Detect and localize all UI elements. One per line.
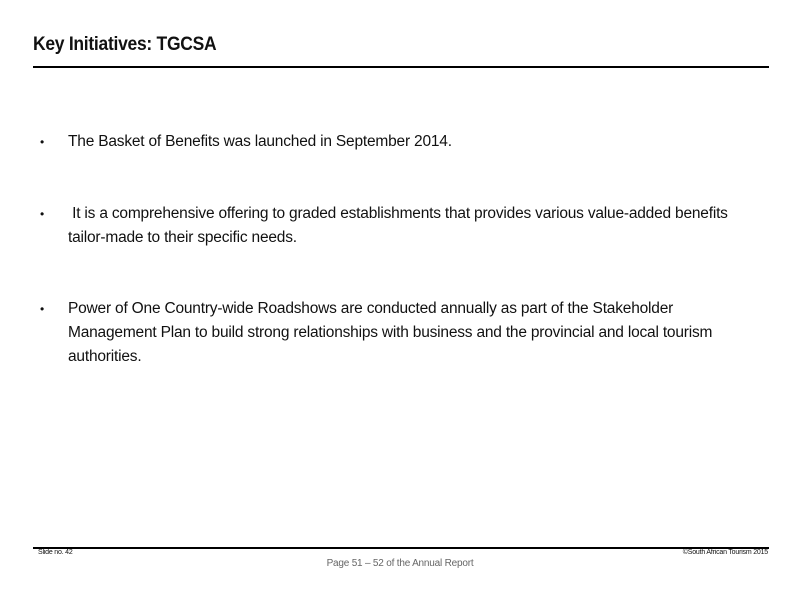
bullet-icon: • bbox=[40, 302, 45, 316]
bullet-icon: • bbox=[40, 207, 45, 221]
slide-number: Slide no. 42 bbox=[38, 549, 73, 556]
slide-title: Key Initiatives: TGCSA bbox=[33, 34, 217, 55]
title-divider bbox=[33, 66, 769, 68]
bullet-text: The Basket of Benefits was launched in September 2014. bbox=[68, 133, 452, 150]
bullet-text: Power of One Country-wide Roadshows are conducted annually as part of the Stakeholder Management Plan to build strong relationships with business and the provincial and local tourism authorities. bbox=[68, 300, 717, 365]
page-reference: Page 51 – 52 of the Annual Report bbox=[326, 558, 474, 569]
bullet-text: It is a comprehensive offering to graded establishments that provides various value-added benefits tailor-made to their specific needs. bbox=[68, 205, 732, 246]
bullet-icon: • bbox=[40, 135, 45, 149]
footer-divider bbox=[33, 547, 769, 549]
copyright-notice: ©South African Tourism 2015 bbox=[682, 549, 768, 556]
